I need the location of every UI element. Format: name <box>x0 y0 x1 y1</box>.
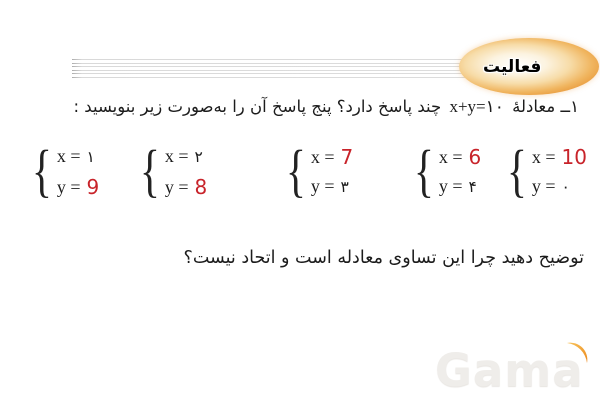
x-value: 10 <box>561 144 587 169</box>
x-value: ۱ <box>86 147 95 166</box>
equation-row <box>311 143 353 170</box>
ruled-line <box>72 59 478 60</box>
variable-label: x = <box>56 145 81 166</box>
ruled-line <box>72 66 478 67</box>
activity-badge-label: فعالیت <box>483 56 542 77</box>
equation-system <box>136 138 208 203</box>
equation-row <box>311 173 353 200</box>
variable-label: y = <box>164 176 189 197</box>
problem-number: ۱ــ <box>560 97 579 116</box>
curly-brace-icon: { <box>139 138 160 203</box>
ruled-line <box>72 63 478 64</box>
variable-label: y = <box>56 176 81 197</box>
variable-label: y = <box>531 175 556 196</box>
x-value: 7 <box>340 144 354 169</box>
ruled-lines <box>72 59 478 78</box>
variable-label: y = <box>438 175 463 196</box>
crescent-icon <box>560 340 590 370</box>
curly-brace-icon: { <box>285 138 306 203</box>
equation-system <box>28 138 100 203</box>
equation-system <box>410 138 482 203</box>
followup-question: توضیح دهید چرا این تساوی معادله است و اتحاد نیست؟ <box>183 248 584 268</box>
problem-rest: چند پاسخ دارد؟ پنج پاسخ آن را به‌صورت زیر بنویسید : <box>73 97 442 116</box>
problem-statement <box>74 97 580 117</box>
equation-row <box>57 143 99 170</box>
ruled-line <box>72 73 478 74</box>
equation-row <box>165 173 207 200</box>
variable-label: x = <box>164 145 189 166</box>
problem-lead: معادلهٔ <box>512 97 556 116</box>
equation-formula: x+y=۱۰ <box>449 97 504 116</box>
equation-row <box>439 143 481 170</box>
variable-label: y = <box>310 175 335 196</box>
x-value: ۲ <box>194 147 203 166</box>
ruled-line <box>72 77 478 78</box>
x-value: 6 <box>468 144 482 169</box>
y-value: ۰ <box>561 177 570 196</box>
equation-row <box>439 173 481 200</box>
activity-badge <box>459 38 599 95</box>
variable-label: x = <box>310 146 335 167</box>
equation-row <box>532 173 587 200</box>
equation-system <box>503 138 587 203</box>
equation-row <box>532 143 587 170</box>
gama-logo-text: Gama <box>435 344 584 397</box>
equation-system <box>282 138 354 203</box>
gama-logo <box>433 342 598 398</box>
y-value: ۴ <box>468 177 477 196</box>
curly-brace-icon: { <box>31 138 52 203</box>
variable-label: x = <box>531 146 556 167</box>
curly-brace-icon: { <box>413 138 434 203</box>
equation-row <box>165 143 207 170</box>
y-value: 9 <box>86 174 100 199</box>
variable-label: x = <box>438 146 463 167</box>
curly-brace-icon: { <box>506 138 527 203</box>
equation-row <box>57 173 99 200</box>
y-value: ۳ <box>340 177 349 196</box>
ruled-line <box>72 70 478 71</box>
y-value: 8 <box>194 174 208 199</box>
